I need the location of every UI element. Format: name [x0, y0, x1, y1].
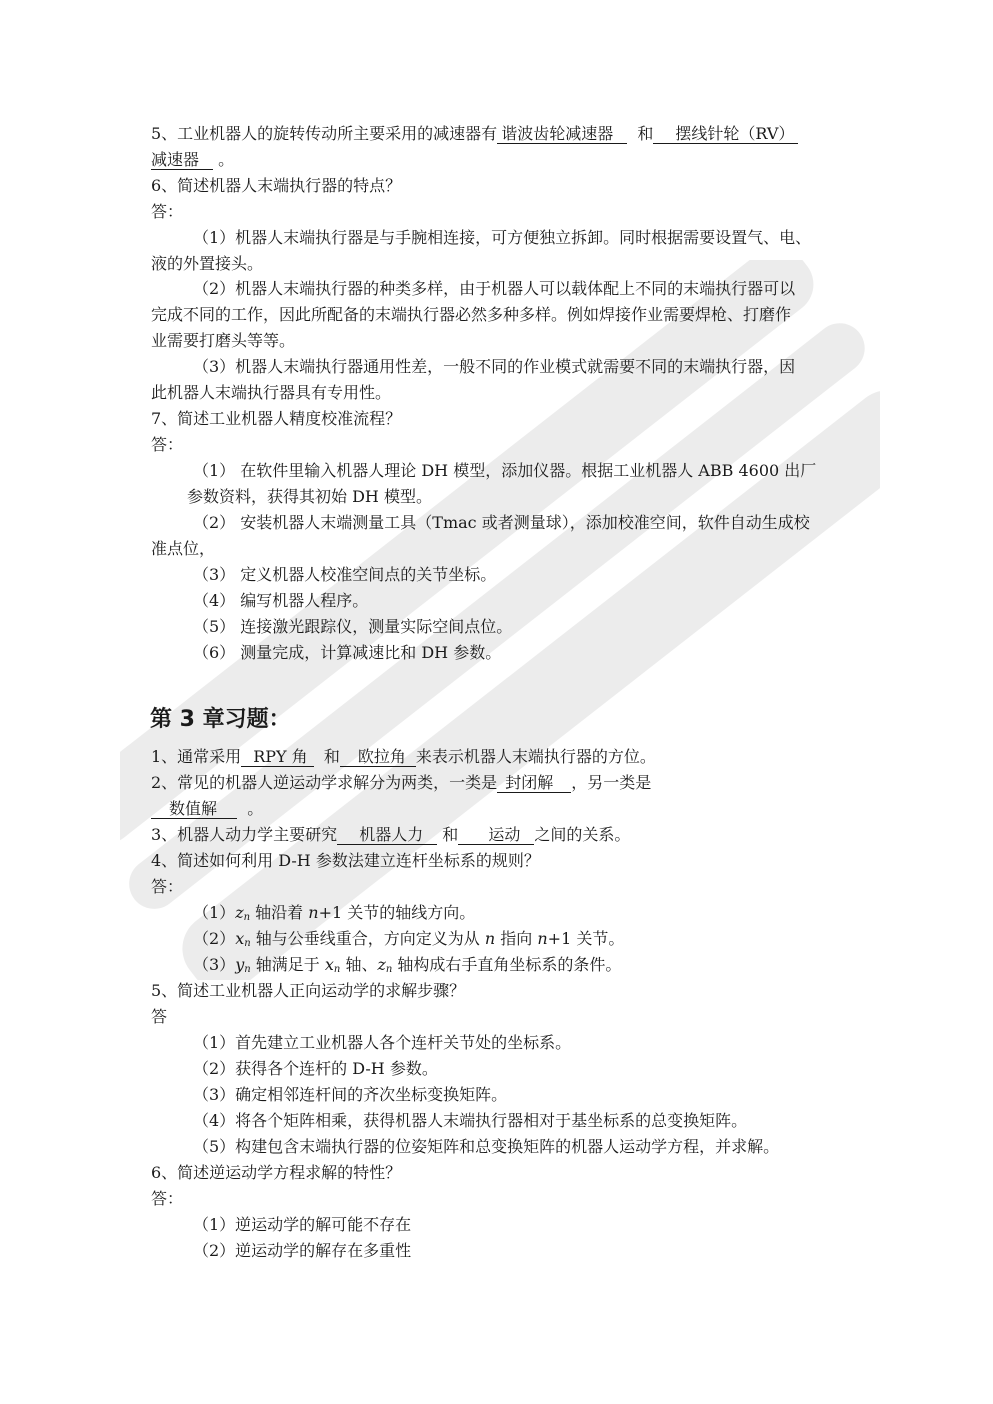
ch2-q6-answer-label: 答： [151, 202, 184, 221]
ch2-q7-s5: （5） 连接激光跟踪仪，测量实际空间点位。 [193, 617, 513, 636]
ch3-q3: 3、机器人动力学主要研究 机器人力 和 运动 之间的关系。 [151, 825, 631, 844]
ch2-q6-p3-l2: 此机器人末端执行器具有专用性。 [151, 383, 392, 402]
ch3-q5-question: 5、简述工业机器人正向运动学的求解步骤？ [151, 981, 466, 1000]
ch3-q6-answer-label: 答： [151, 1189, 184, 1208]
chapter3-title: 第 3 章习题： [150, 707, 291, 732]
ch3-q2-line1: 2、常见的机器人逆运动学求解分为两类，一类是 封闭解 ，另一类是 [151, 773, 652, 792]
ch2-q5-blank1: 谐波齿轮减速器 [497, 124, 627, 144]
ch2-q6-p1-l1: （1）机器人末端执行器是与手腕相连接，可方便独立拆卸。同时根据需要设置气、电、 [193, 228, 812, 247]
ch3-q5-a2: （2）获得各个连杆的 D-H 参数。 [193, 1059, 438, 1078]
ch3-q2-line2: 数值解 。 [151, 799, 263, 819]
ch2-q7-s3: （3） 定义机器人校准空间点的关节坐标。 [193, 565, 497, 584]
ch2-q7-s2-l1: （2） 安装机器人末端测量工具（Tmac 或者测量球），添加校准空间，软件自动生成校 [193, 513, 810, 532]
ch3-q5-a5: （5）构建包含末端执行器的位姿矩阵和总变换矩阵的机器人运动学方程，并求解。 [193, 1137, 780, 1156]
ch3-q6-a2: （2）逆运动学的解存在多重性 [193, 1241, 412, 1260]
ch3-q4-question: 4、简述如何利用 D-H 参数法建立连杆坐标系的规则？ [151, 851, 540, 870]
ch2-q7-s1-l2: 参数资料，获得其初始 DH 模型。 [187, 487, 432, 506]
ch2-q7-s4: （4） 编写机器人程序。 [193, 591, 369, 610]
ch2-q5-blank2: 摆线针轮（RV） [653, 124, 798, 144]
ch2-q6-p2-l2: 完成不同的工作，因此所配备的末端执行器必然多种多样。例如焊接作业需要焊枪、打磨作 [151, 305, 792, 324]
ch2-q7-s2-l2: 准点位， [151, 539, 216, 558]
ch2-q7-s6: （6） 测量完成，计算减速比和 DH 参数。 [193, 643, 502, 662]
ch2-q6-p2-l1: （2）机器人末端执行器的种类多样，由于机器人可以载体配上不同的末端执行器可以 [193, 279, 796, 298]
ch3-q1-blank1: RPY 角 [241, 747, 313, 767]
ch3-q5-a3: （3）确定相邻连杆间的齐次坐标变换矩阵。 [193, 1085, 508, 1104]
ch2-q7-question: 7、简述工业机器人精度校准流程？ [151, 409, 402, 428]
ch3-q5-a1: （1）首先建立工业机器人各个连杆关节处的坐标系。 [193, 1033, 572, 1052]
ch3-q6-a1: （1）逆运动学的解可能不存在 [193, 1215, 412, 1234]
ch2-q5-blank2-cont: 减速器 [151, 150, 213, 170]
ch3-q4-a2: $(2)x_n$ 轴与公垂线重合，方向定义为从 n 指向 n+1 关节。 [193, 929, 625, 949]
ch2-q5-line1: 5、工业机器人的旋转传动所主要采用的减速器有 谐波齿轮减速器 和 摆线针轮（RV） [151, 124, 798, 144]
ch2-q6-question: 6、简述机器人末端执行器的特点？ [151, 176, 402, 195]
ch3-q4-a3: $(3)y_n$ 轴满足于 $x_n$ 轴、$z_n$ 轴构成右手直角坐标系的条件。 [193, 955, 622, 975]
ch3-q2-blank2: 数值解 [151, 799, 237, 819]
ch3-q5-answer-label: 答 [151, 1007, 168, 1026]
ch3-q1-blank2: 欧拉角 [340, 747, 416, 767]
ch3-q4-answer-label: 答： [151, 877, 184, 896]
ch3-q1: 1、通常采用 RPY 角 和 欧拉角 来表示机器人末端执行器的方位。 [151, 747, 656, 766]
ch3-q2-blank1: 封闭解 [497, 773, 571, 793]
ch2-q7-s1-l1: （1） 在软件里输入机器人理论 DH 模型，添加仪器。根据工业机器人 ABB 4600 出厂 [193, 461, 817, 480]
ch2-q5-line2: 减速器 。 [151, 150, 235, 169]
ch3-q4-a1: $(1)z_n$ 轴沿着 n+1 关节的轴线方向。 [193, 903, 476, 923]
ch2-q6-p1-l2: 液的外置接头。 [151, 254, 264, 273]
ch2-q6-p3-l1: （3）机器人末端执行器通用性差，一般不同的作业模式就需要不同的末端执行器，因 [193, 357, 796, 376]
ch3-q5-a4: （4）将各个矩阵相乘，获得机器人末端执行器相对于基坐标系的总变换矩阵。 [193, 1111, 748, 1130]
ch2-q6-p2-l3: 业需要打磨头等等。 [151, 331, 296, 350]
ch3-q6-question: 6、简述逆运动学方程求解的特性？ [151, 1163, 402, 1182]
ch3-q3-blank1: 机器人力 [337, 825, 437, 845]
ch3-q3-blank2: 运动 [458, 825, 534, 845]
ch2-q7-answer-label: 答： [151, 435, 184, 454]
